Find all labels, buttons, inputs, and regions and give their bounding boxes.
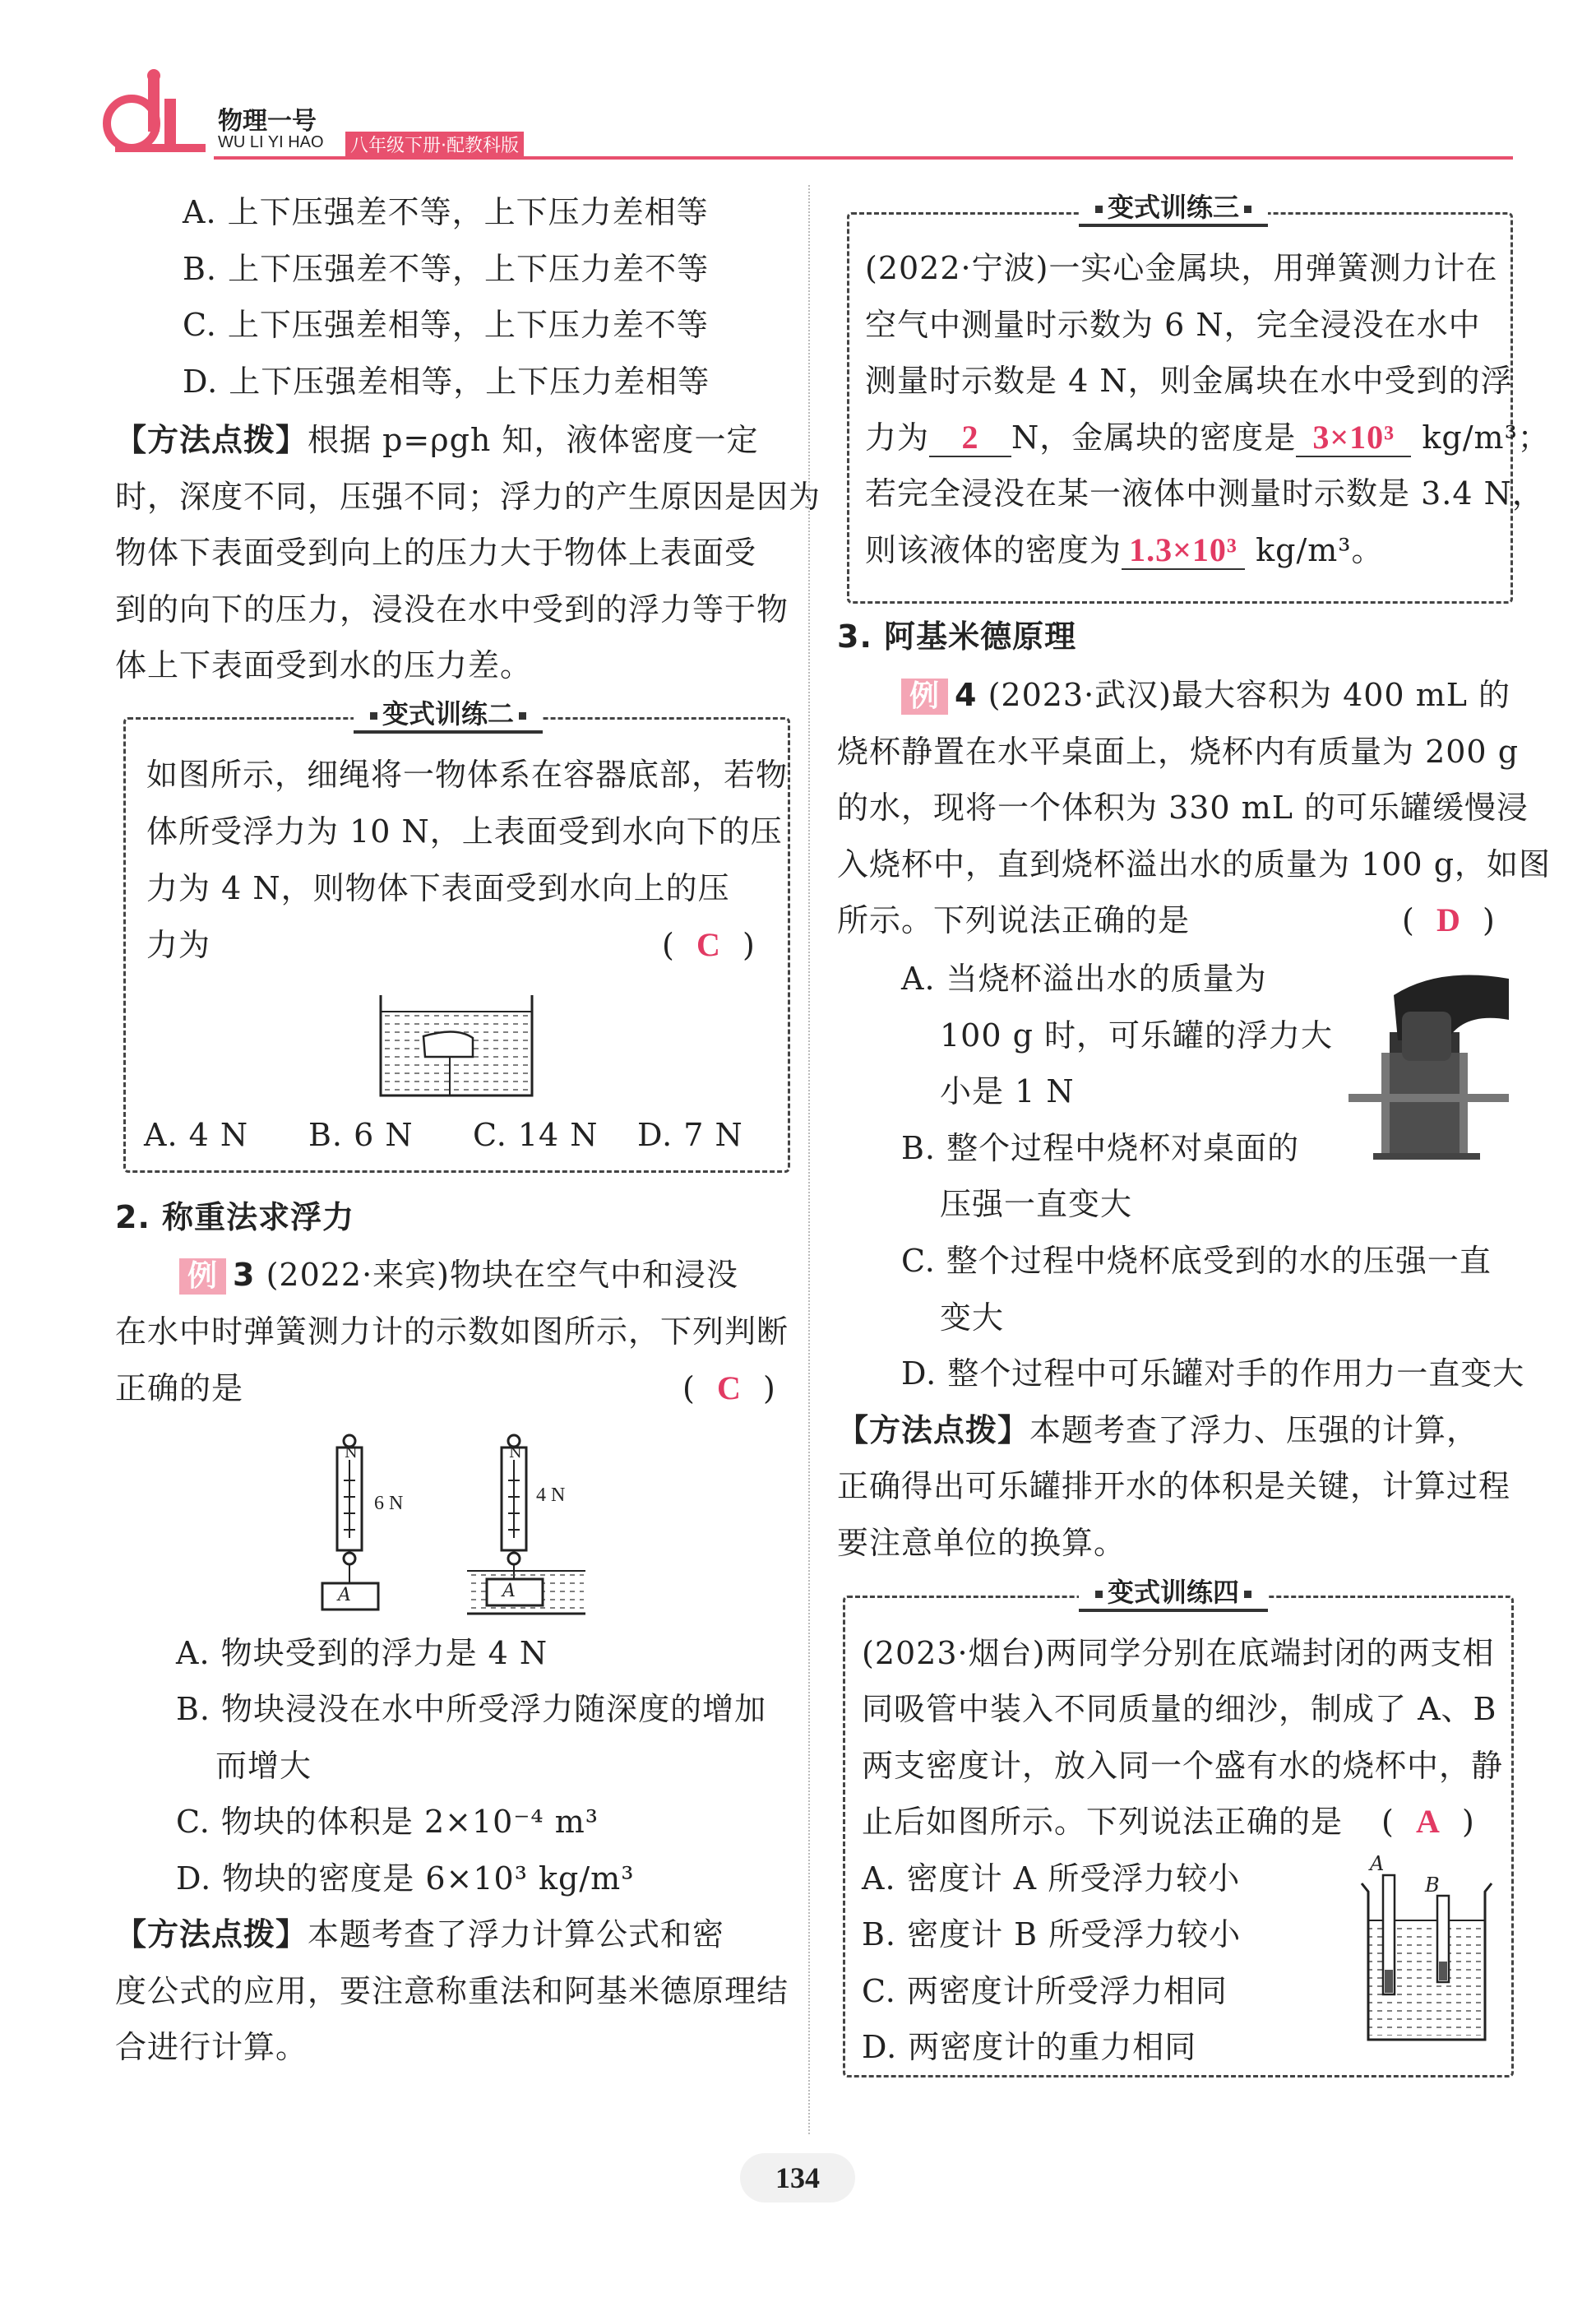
box2-option-a: A. 4 N bbox=[144, 1117, 249, 1153]
ex4-option-b: B. 整个过程中烧杯对桌面的 bbox=[901, 1130, 1300, 1166]
meter-label-a: A bbox=[1370, 1852, 1385, 1875]
method3-line2: 正确得出可乐罐排开水的体积是关键，计算过程 bbox=[837, 1468, 1511, 1504]
header-rule bbox=[214, 156, 1513, 160]
box4-option-d: D. 两密度计的重力相同 bbox=[862, 2029, 1197, 2065]
ex3-line1: 例 3 (2022·来宾)物块在空气中和浸没 bbox=[179, 1257, 738, 1295]
ex3-line3: 正确的是 bbox=[115, 1370, 244, 1406]
series-pinyin: WU LI YI HAO bbox=[218, 133, 324, 151]
ex4-line5: 所示。下列说法正确的是 bbox=[837, 902, 1191, 938]
variant-box-4-title: 变式训练四 bbox=[1079, 1576, 1268, 1612]
q-option-c: C. 上下压强差相等，上下压力差不等 bbox=[183, 307, 709, 343]
ex3-option-c: C. 物块的体积是 2×10⁻⁴ m³ bbox=[176, 1804, 599, 1840]
example-tag: 例 bbox=[179, 1258, 226, 1295]
box3-line5: 若完全浸没在某一液体中测量时示数是 3.4 N， bbox=[865, 475, 1544, 512]
scale-unit-right: N bbox=[509, 1444, 522, 1461]
variant-box-3-title: 变式训练三 bbox=[1079, 191, 1268, 227]
box4-line4: 止后如图所示。下列说法正确的是 bbox=[862, 1804, 1344, 1840]
box4-line2: 同吸管中装入不同质量的细沙，制成了 A、B bbox=[862, 1691, 1497, 1727]
method1-line2: 时，深度不同，压强不同；浮力的产生原因是因为 bbox=[115, 479, 821, 515]
container-figure bbox=[374, 987, 539, 1102]
ex4-line2: 烧杯静置在水平桌面上，烧杯内有质量为 200 g bbox=[837, 734, 1520, 770]
box3-line1: (2022·宁波)一实心金属块，用弹簧测力计在 bbox=[865, 250, 1498, 286]
q-option-b: B. 上下压强差不等，上下压力差不等 bbox=[183, 251, 710, 287]
ex3-answer: C bbox=[716, 1369, 742, 1406]
box3-line3: 测量时示数是 4 N，则金属块在水中受到的浮 bbox=[865, 363, 1513, 399]
scale-reading-left: 6 N bbox=[374, 1493, 404, 1514]
ex3-option-b-cont: 而增大 bbox=[215, 1748, 312, 1784]
box4-option-c: C. 两密度计所受浮力相同 bbox=[862, 1973, 1228, 2009]
ex4-answer-bracket: ( D ) bbox=[1402, 901, 1496, 938]
ex4-option-a: A. 当烧杯溢出水的质量为 bbox=[901, 961, 1267, 997]
method1-line1: 【方法点拨】根据 p=ρgh 知，液体密度一定 bbox=[115, 422, 759, 458]
box2-option-d: D. 7 N bbox=[637, 1117, 743, 1153]
ex3-option-a: A. 物块受到的浮力是 4 N bbox=[176, 1635, 548, 1671]
box3-answer-3: 1.3×10³ bbox=[1122, 532, 1245, 570]
ex4-option-b-cont: 压强一直变大 bbox=[940, 1186, 1133, 1222]
box3-line4: 力为 2 N，金属块的密度是 3×10³ kg/m³； bbox=[865, 419, 1550, 456]
section-2-heading: 2. 称重法求浮力 bbox=[115, 1199, 355, 1235]
ex4-line3: 的水，现将一个体积为 330 mL 的可乐罐缓慢浸 bbox=[837, 790, 1529, 826]
box2-line1: 如图所示，细绳将一物体系在容器底部，若物 bbox=[146, 757, 789, 793]
ex3-line2: 在水中时弹簧测力计的示数如图所示，下列判断 bbox=[115, 1313, 789, 1350]
meter-label-b: B bbox=[1425, 1874, 1440, 1897]
microscope-logo-icon bbox=[99, 66, 214, 164]
box3-line2: 空气中测量时示数为 6 N，完全浸没在水中 bbox=[865, 307, 1481, 343]
box3-answer-2: 3×10³ bbox=[1296, 419, 1411, 457]
box4-line3: 两支密度计，放入同一个盛有水的烧杯中，静 bbox=[862, 1748, 1504, 1784]
column-divider bbox=[808, 185, 810, 2134]
method3-line1: 【方法点拨】本题考查了浮力、压强的计算， bbox=[837, 1412, 1479, 1448]
scale-reading-right: 4 N bbox=[536, 1485, 566, 1506]
box2-option-b: B. 6 N bbox=[308, 1117, 414, 1153]
method3-line3: 要注意单位的换算。 bbox=[837, 1525, 1126, 1561]
ex4-line4: 入烧杯中，直到烧杯溢出水的质量为 100 g，如图 bbox=[837, 846, 1552, 882]
header bbox=[99, 66, 1513, 164]
ex4-option-d: D. 整个过程中可乐罐对手的作用力一直变大 bbox=[901, 1355, 1525, 1392]
ex4-option-a-cont2: 小是 1 N bbox=[940, 1073, 1075, 1109]
block-label-left: A bbox=[338, 1585, 351, 1605]
box3-answer-1: 2 bbox=[929, 419, 1011, 457]
box2-answer: C bbox=[696, 926, 721, 963]
q-option-a: A. 上下压强差不等，上下压力差相等 bbox=[183, 194, 709, 230]
box4-answer: A bbox=[1415, 1803, 1441, 1840]
scale-unit-left: N bbox=[345, 1444, 358, 1461]
series-title: 物理一号 bbox=[218, 107, 317, 136]
method1-label: 【方法点拨】 bbox=[115, 422, 308, 458]
method2-line2: 度公式的应用，要注意称重法和阿基米德原理结 bbox=[115, 1973, 789, 2009]
box2-option-c: C. 14 N bbox=[473, 1117, 599, 1153]
method1-line3: 物体下表面受到向上的压力大于物体上表面受 bbox=[115, 535, 757, 571]
q-option-d: D. 上下压强差相等，上下压力差相等 bbox=[183, 364, 710, 400]
ex4-option-c: C. 整个过程中烧杯底受到的水的压强一直 bbox=[901, 1243, 1492, 1279]
variant-box-2-title: 变式训练二 bbox=[354, 697, 543, 734]
edition-badge: 八年级下册·配教科版 bbox=[345, 132, 524, 157]
ex4-line1: 例 4 (2023·武汉)最大容积为 400 mL 的 bbox=[901, 677, 1510, 715]
method1-line4: 到的向下的压力，浸没在水中受到的浮力等于物 bbox=[115, 591, 789, 628]
box4-answer-bracket: ( A ) bbox=[1381, 1803, 1475, 1840]
ex4-answer: D bbox=[1436, 901, 1461, 938]
ex3-option-d: D. 物块的密度是 6×10³ kg/m³ bbox=[176, 1860, 635, 1897]
ex3-option-b: B. 物块浸没在水中所受浮力随深度的增加 bbox=[176, 1691, 767, 1727]
method2-line1: 【方法点拨】本题考查了浮力计算公式和密 bbox=[115, 1916, 725, 1952]
ex4-option-c-cont: 变大 bbox=[940, 1299, 1005, 1336]
box4-line1: (2023·烟台)两同学分别在底端封闭的两支相 bbox=[862, 1635, 1495, 1671]
box2-line3: 力为 4 N，则物体下表面受到水向上的压 bbox=[146, 870, 730, 906]
page-number: 134 bbox=[740, 2153, 855, 2203]
box4-option-a: A. 密度计 A 所受浮力较小 bbox=[862, 1860, 1241, 1897]
ex4-option-a-cont1: 100 g 时，可乐罐的浮力大 bbox=[940, 1017, 1334, 1054]
box3-line6: 则该液体的密度为 1.3×10³ kg/m³。 bbox=[865, 531, 1384, 568]
method2-line3: 合进行计算。 bbox=[115, 2029, 308, 2065]
section-3-heading: 3. 阿基米德原理 bbox=[837, 618, 1077, 655]
block-label-right: A bbox=[502, 1581, 516, 1601]
box4-option-b: B. 密度计 B 所受浮力较小 bbox=[862, 1916, 1242, 1952]
box2-line4: 力为 bbox=[146, 927, 211, 963]
box2-line2: 体所受浮力为 10 N，上表面受到水向下的压 bbox=[146, 813, 783, 850]
ex3-answer-bracket: ( C ) bbox=[682, 1369, 776, 1406]
beaker-photo bbox=[1349, 962, 1509, 1164]
method1-line5: 体上下表面受到水的压力差。 bbox=[115, 647, 533, 683]
box2-answer-bracket: ( C ) bbox=[662, 926, 756, 963]
